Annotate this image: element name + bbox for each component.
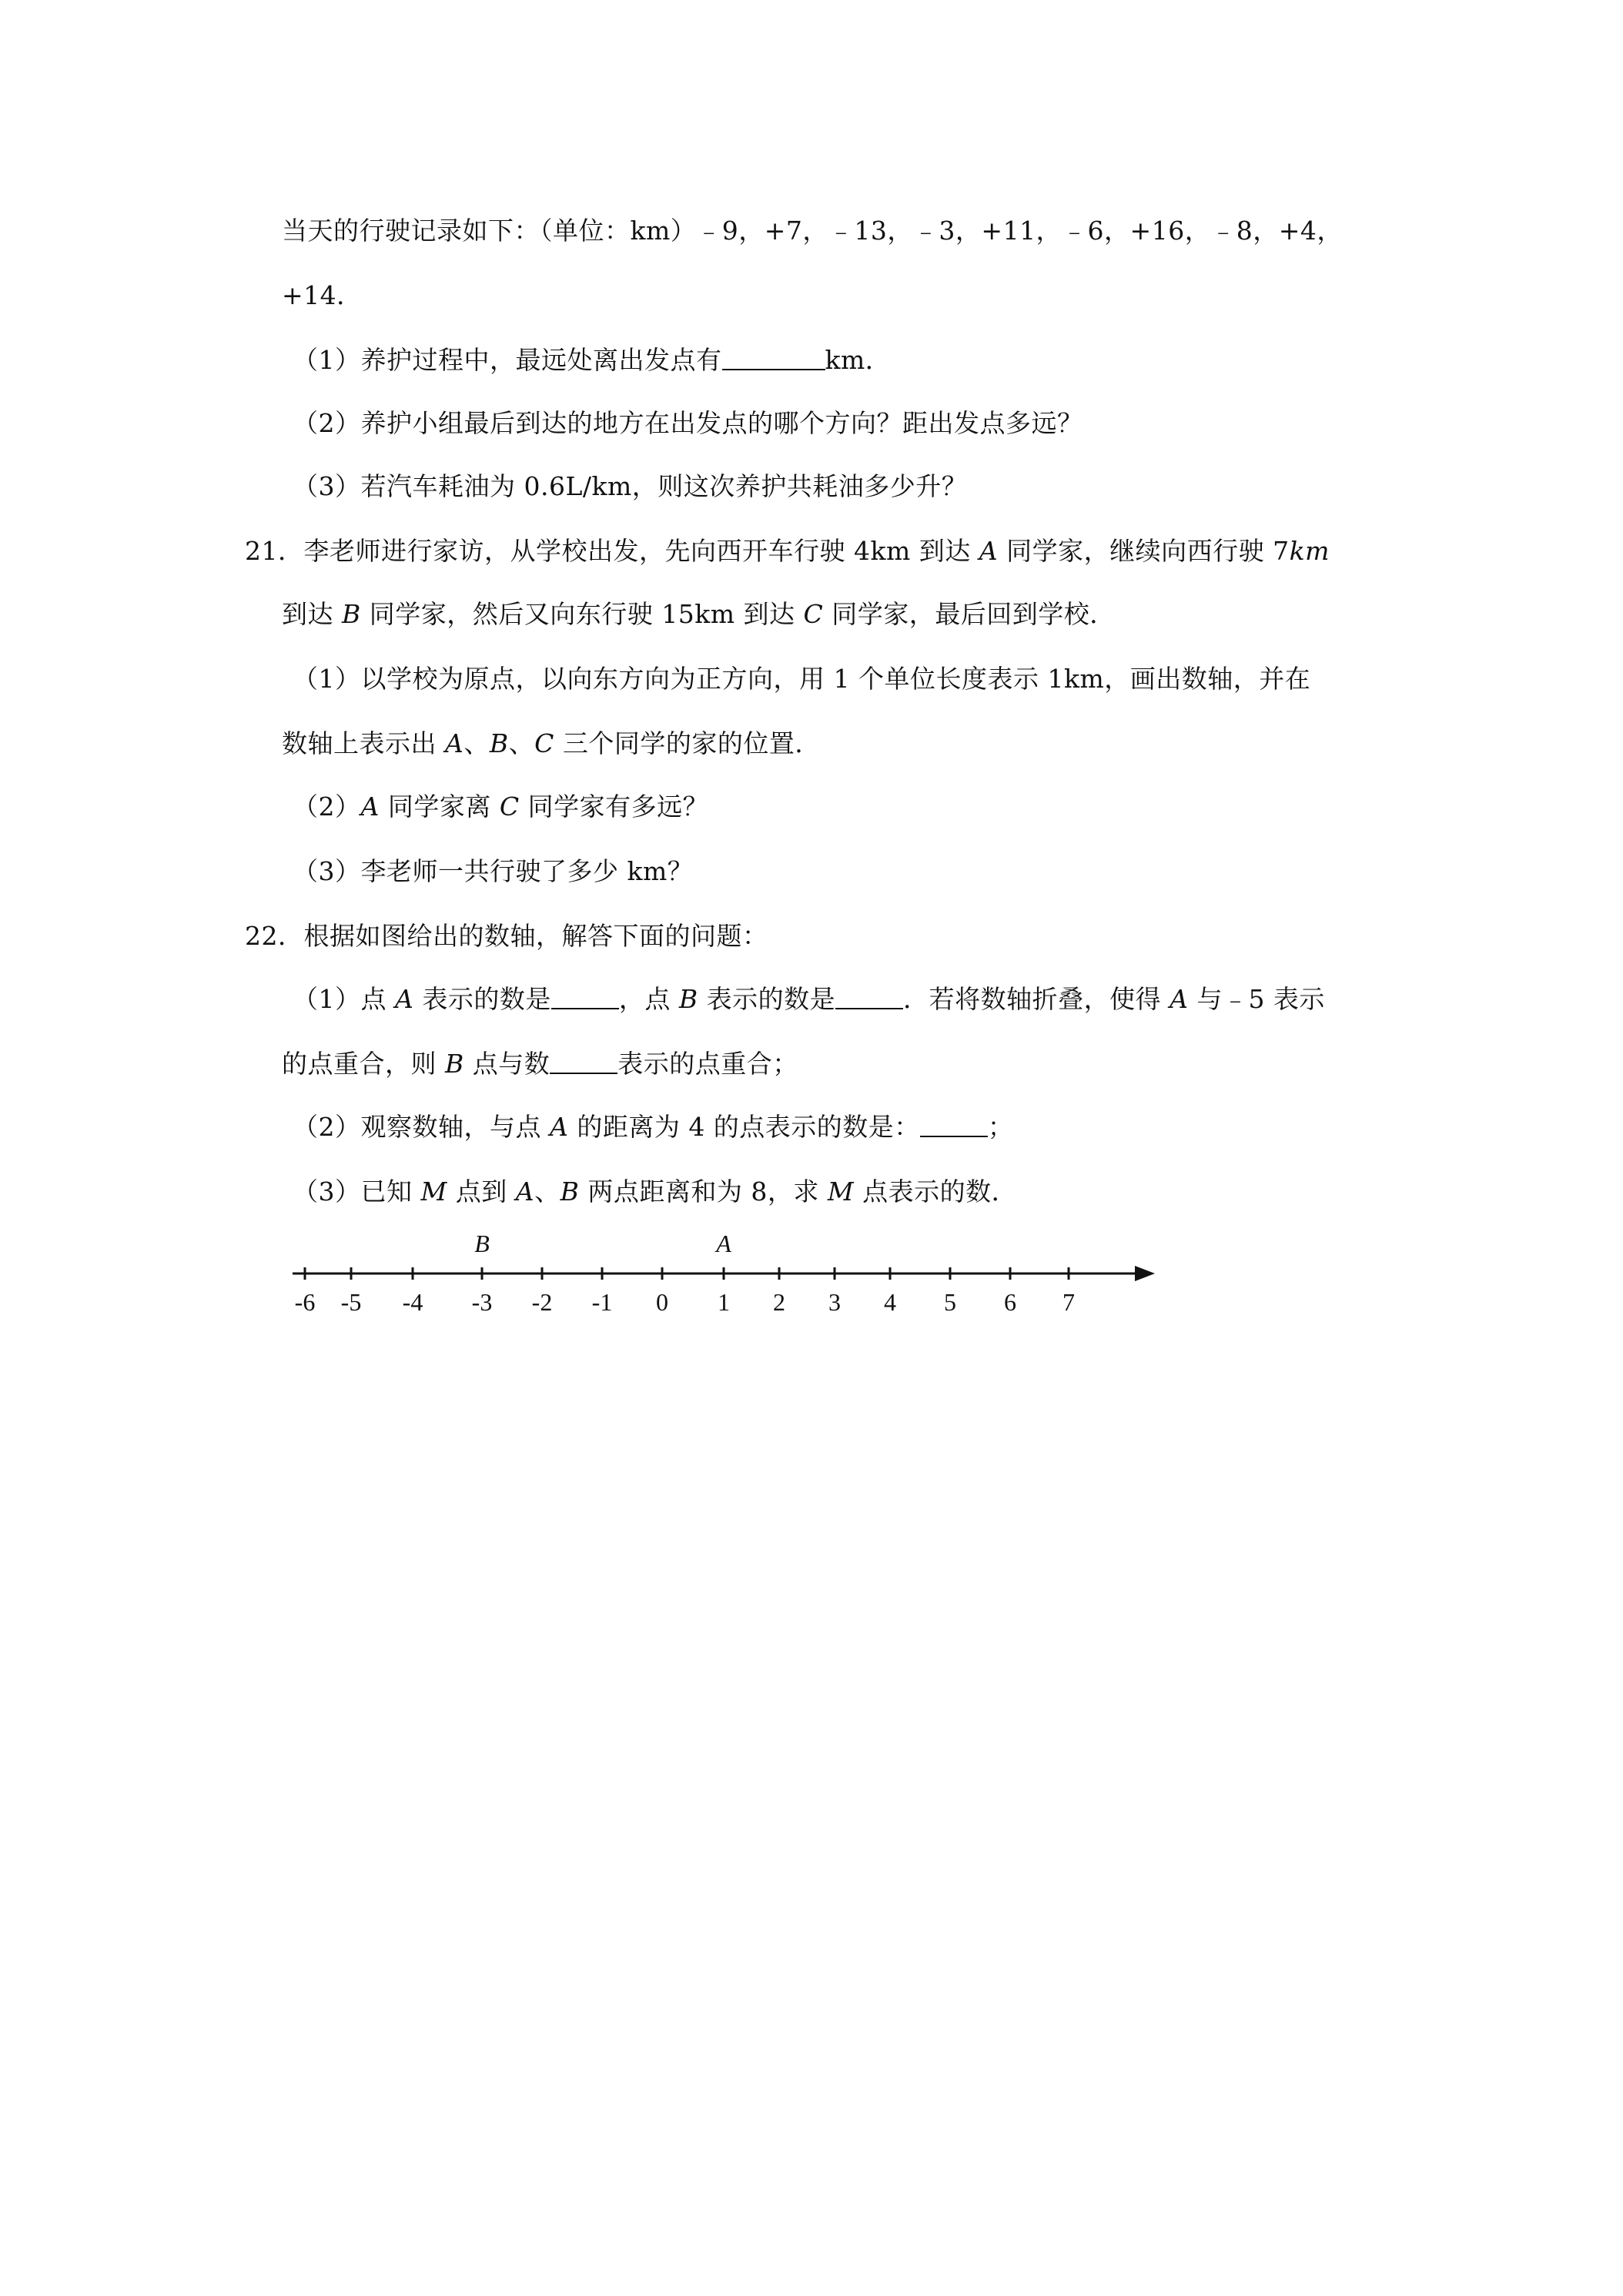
- axis-tick-label: -4: [402, 1288, 423, 1316]
- q22-stem: 22．根据如图给出的数轴，解答下面的问题：: [245, 921, 768, 951]
- axis-tick-label: 2: [773, 1288, 785, 1316]
- q21-part1-line2: 数轴上表示出 A、B、C 三个同学的家的位置．: [282, 728, 821, 758]
- question-number: 21．: [245, 536, 304, 566]
- number-line-figure: [282, 1224, 1167, 1324]
- q21-part2: （2）A 同学家离 C 同学家有多远？: [293, 792, 709, 822]
- q20-part1: （1）养护过程中，最远处离出发点有 km．: [293, 345, 892, 375]
- answer-blank[interactable]: [722, 346, 825, 370]
- q22-part2: （2）观察数轴，与点 A 的距离为 4 的点表示的数是： ；: [293, 1112, 1014, 1142]
- axis-tick-label: -5: [340, 1288, 362, 1316]
- q22-part1-line2: 的点重合，则 B 点与数 表示的点重合；: [282, 1049, 798, 1079]
- axis-tick-label: 1: [718, 1288, 730, 1316]
- axis-tick-label: -6: [294, 1288, 316, 1316]
- q20-record-line1: 当天的行驶记录如下：（单位：km）﹣9，+7，﹣13，﹣3，+11，﹣6，+16，﹣8，+4，: [282, 216, 1343, 246]
- axis-tick-label: -2: [531, 1288, 553, 1316]
- q21-part3: （3）李老师一共行驶了多少 km？: [293, 856, 694, 886]
- axis-tick-label: 4: [884, 1288, 896, 1316]
- point-label-b: B: [474, 1230, 490, 1257]
- axis-tick-label: -1: [591, 1288, 613, 1316]
- answer-blank[interactable]: [835, 985, 903, 1009]
- q21-stem-line1: 21．李老师进行家访，从学校出发，先向西开车行驶 4km 到达 A 同学家，继续向西行驶 7km: [245, 536, 1330, 566]
- point-label-a: A: [716, 1230, 731, 1257]
- q20-part2: （2）养护小组最后到达的地方在出发点的哪个方向？距出发点多远？: [293, 408, 1083, 438]
- q22-part3: （3）已知 M 点到 A、B 两点距离和为 8，求 M 点表示的数．: [293, 1176, 1018, 1207]
- q20-part3: （3）若汽车耗油为 0.6L/km，则这次养护共耗油多少升？: [293, 471, 968, 501]
- q21-stem-line2: 到达 B 同学家，然后又向东行驶 15km 到达 C 同学家，最后回到学校．: [282, 599, 1116, 629]
- axis-tick-label: 3: [828, 1288, 841, 1316]
- axis-tick-label: 0: [656, 1288, 668, 1316]
- q22-part1-line1: （1）点 A 表示的数是 ，点 B 表示的数是 ．若将数轴折叠，使得 A 与﹣5 表示: [293, 984, 1325, 1014]
- axis-arrow-icon: [1135, 1266, 1155, 1281]
- axis-tick-label: 7: [1062, 1288, 1075, 1316]
- axis-tick-label: 5: [944, 1288, 956, 1316]
- axis-tick-label: 6: [1004, 1288, 1016, 1316]
- question-number: 22．: [245, 921, 304, 951]
- answer-blank[interactable]: [920, 1113, 988, 1137]
- answer-blank[interactable]: [550, 1049, 617, 1074]
- q21-part1-line1: （1）以学校为原点，以向东方向为正方向，用 1 个单位长度表示 1km，画出数轴，并在: [293, 664, 1311, 694]
- answer-blank[interactable]: [551, 985, 619, 1009]
- q20-record-line2: +14．: [282, 280, 363, 310]
- axis-tick-label: -3: [471, 1288, 493, 1316]
